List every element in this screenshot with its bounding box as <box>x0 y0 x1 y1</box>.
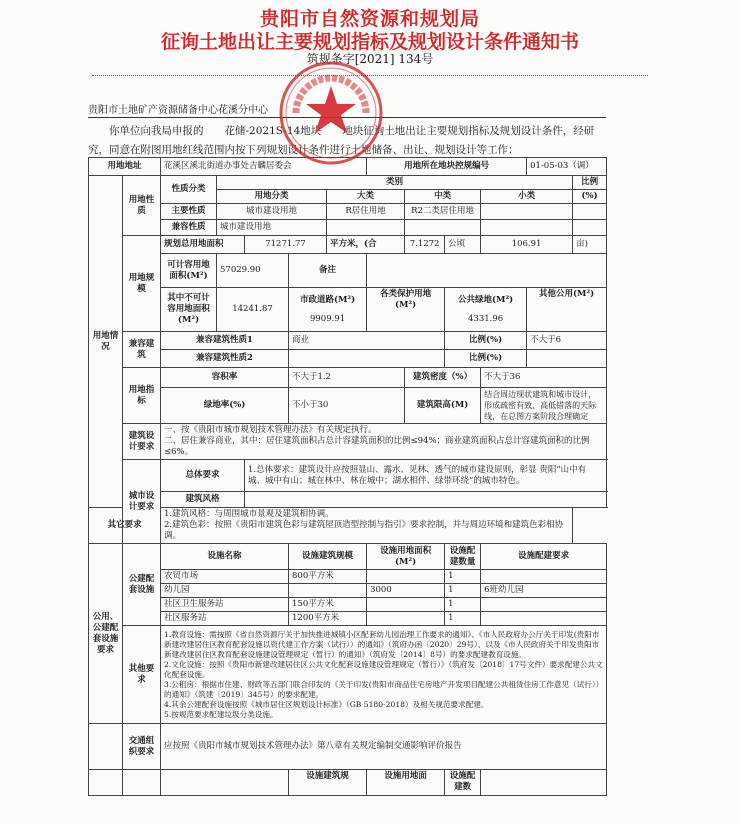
compat-build-2-value <box>289 350 445 368</box>
facility-land <box>367 598 445 612</box>
facility-req: 6班幼儿园 <box>481 584 607 598</box>
traffic-blank <box>89 724 123 770</box>
total-area-value: 71271.77 <box>245 236 327 254</box>
table-row <box>89 584 607 598</box>
public-green-value: 4331.96 <box>468 313 504 324</box>
style-label: 建筑风格 <box>161 492 245 508</box>
land-class-header: 用地分类 <box>217 190 327 204</box>
remark-value <box>367 254 607 288</box>
table-row <box>89 368 607 388</box>
nonfar-area-value: 14241.87 <box>217 288 289 332</box>
official-seal <box>276 58 386 168</box>
main-land-class: 城市建设用地 <box>217 204 327 220</box>
compat-build-1-ratio: 不大于6 <box>527 332 607 350</box>
main-nature-label: 主要性质 <box>161 204 217 220</box>
intro-paragraph: 你单位向我局申报的 花储-2021S-14地块 地块征询土地出让主要规划指标及规划设计条件，经研究，同意在附图用地红线范围内按下列规划设计条件进行土地储备、出让、规划设计等工作： <box>88 125 595 156</box>
table-row <box>89 388 607 424</box>
bottom-land-header: 设施用地面 <box>367 770 445 796</box>
compat-big-class <box>327 220 405 236</box>
compat-build-2-ratio-label: 比例(%) <box>445 350 527 368</box>
table-row <box>89 508 607 544</box>
other-req-label: 其它要求 <box>89 508 161 544</box>
compat-build-2-label: 兼容建筑性质2 <box>161 350 289 368</box>
hectare-label: 公顷 <box>445 236 481 254</box>
table-row <box>89 626 607 724</box>
facility-land <box>367 612 445 626</box>
bottom-blank-3 <box>161 770 289 796</box>
table-row <box>89 570 607 584</box>
far-value: 不大于1.2 <box>289 368 405 388</box>
facility-req <box>481 598 607 612</box>
facility-area-header: 设施建筑规模 <box>289 544 367 570</box>
other-req-text: 1.建筑风格：与周围城市景观及建筑相协调。 2.建筑色彩：按照《贵阳市建筑色彩与建筑屋顶造型控制与指引》要求控制，并与周边环境和建筑色彩相协调。 <box>161 508 573 544</box>
facility-label: 公建配套设施 <box>123 544 161 626</box>
issuing-organization: 贵阳市自然资源和规划局 <box>259 8 480 30</box>
table-row <box>89 204 607 220</box>
main-small-class <box>481 204 573 220</box>
facility-count: 1 <box>445 584 481 598</box>
facility-area: 1200平方米 <box>289 612 367 626</box>
table-row <box>89 236 607 254</box>
bottom-count-header: 设施配建数 <box>445 770 481 796</box>
facility-name: 幼儿园 <box>161 584 289 598</box>
facility-land <box>367 570 445 584</box>
document-number: 筑规条字[2021] 134号 <box>306 52 434 66</box>
table-row <box>89 598 607 612</box>
facility-name: 农贸市场 <box>161 570 289 584</box>
addressee: 贵阳市土地矿产资源储备中心花溪分中心 <box>88 105 268 116</box>
facility-name-header: 设施名称 <box>161 544 289 570</box>
plot-number-value: 01-05-03（调） <box>527 158 607 176</box>
total-area-label: 规划总用地面积 <box>161 236 245 254</box>
compat-land-class: 城市建设用地 <box>217 220 327 236</box>
table-row <box>89 288 607 332</box>
height-limit-label: 建筑限高(M) <box>405 388 481 424</box>
land-nature-label: 用地性质 <box>123 176 161 236</box>
category-label: 类别 <box>217 176 573 190</box>
table-row <box>89 770 607 796</box>
other-public-label: 其他公用(M²) <box>527 288 607 332</box>
compat-build-1-ratio-label: 比例(%) <box>445 332 527 350</box>
table-row <box>89 492 607 508</box>
public-facility-label: 公用、公建配套设施要求 <box>89 544 123 724</box>
table-row <box>89 350 607 368</box>
main-ratio <box>573 204 607 220</box>
table-row <box>89 332 607 350</box>
bottom-blank-1 <box>89 770 123 796</box>
main-mid-class: R2二类居住用地 <box>405 204 481 220</box>
green-cell <box>445 288 527 332</box>
bottom-blank-2 <box>123 770 161 796</box>
density-label: 建筑密度（%） <box>405 368 481 388</box>
land-info-label: 用地情况 <box>89 176 123 508</box>
style-value <box>245 492 607 508</box>
facility-land: 3000 <box>367 584 445 598</box>
public-green-label: 公共绿地(M²) <box>457 294 514 305</box>
table-row <box>89 254 607 288</box>
mu-value: 106.91 <box>481 236 573 254</box>
facility-land-header: 设施用地面积(M²) <box>367 544 445 570</box>
land-address-label: 用地地址 <box>89 158 161 176</box>
facility-name: 社区服务站 <box>161 612 289 626</box>
facility-count: 1 <box>445 598 481 612</box>
facility-area <box>289 584 367 598</box>
big-class-header: 大类 <box>327 190 405 204</box>
height-limit-value: 结合周边现状建筑和城市设计，形成疏密有致、高低错落的天际线，在总图方案阶段合理确定 <box>481 388 607 424</box>
land-address-value: 花溪区溪北街道办事处吉麟居委会 <box>161 158 367 176</box>
table-row <box>89 220 607 236</box>
compat-build-label: 兼容建筑 <box>123 332 161 368</box>
building-req-text: 一、按《贵阳市城市规划技术管理办法》有关规定执行。 二、居住兼容商业，其中：居住建筑面积占总计容建筑面积的比例≤94%；商业建筑面积占总计容建筑面积的比例≤6%。 <box>161 424 607 460</box>
compat-build-1-value: 商业 <box>289 332 445 350</box>
table-row <box>89 724 607 770</box>
building-req-label: 建筑设计要求 <box>123 424 161 460</box>
facility-area: 800平方米 <box>289 570 367 584</box>
traffic-label: 交通组织要求 <box>123 724 161 770</box>
other-req2-text: 1.教育设施：需按照《省自然资源厅关于加快推进城镇小区配套幼儿园治理工作要求的通知》、《市人民政府办公厅关于印发(贵阳市新建改建居住区教育配套设施以资代建工作方案（试行））的通知》（筑府办函〔2020〕29号）、以及《市人民政府关于印发贵阳市新建改建居住区教育配套设施建设管理规定（暂行）的通知》（筑府发〔2014〕8号）的要求配建教育设施。 2.文化设施：按照《贵阳市新建改建居住区公共文化配套设施建设管理规定（暂行）》（筑府发〔2018〕17号文件）要求配建公共文化配套设施。 3.公租房：根据市住建、财政等五部门联合印发的《关于印发(贵阳市商品住宅房地产开发项目配建公共租赁住房工作意见（试行））的通知》（筑建〔2019〕345号）的要求配建。 4.其余公建配套设施按照《城市居住区规划设计标准》（GB 5180-2018）及相关规范要求配建。 5.按规范要求配建垃圾分类设施。 <box>161 626 607 724</box>
compat-ratio <box>573 220 607 236</box>
facility-req <box>481 570 607 584</box>
facility-area: 150平方米 <box>289 598 367 612</box>
facility-name: 社区卫生服务站 <box>161 598 289 612</box>
green-rate-label: 绿地率(%) <box>161 388 289 424</box>
table-row <box>89 544 607 570</box>
table-row <box>89 612 607 626</box>
conditions-table <box>88 157 607 796</box>
small-class-header: 小类 <box>481 190 573 204</box>
traffic-text: 应按照《贵阳市城市规划技术管理办法》第八章有关规定编制交通影响评价报告 <box>161 724 607 770</box>
percent-label: (%) <box>573 190 607 204</box>
density-value: 不大于36 <box>481 368 607 388</box>
table-row <box>89 424 607 460</box>
overall-req-text: 1.总体要求：建筑设计应按照显山、露水、见林、透气的城市建设原则，彰显 贵阳“山中有城、城中有山；城在林中、林在城中；湖水相伴、绿带环绕”的城市特色。 <box>245 460 607 492</box>
city-design-label: 城市设计要求 <box>123 460 161 544</box>
land-scale-label: 用地规模 <box>123 236 161 332</box>
facility-count: 1 <box>445 570 481 584</box>
bottom-area-header: 设施建筑规 <box>289 770 367 796</box>
compat-build-1-label: 兼容建筑性质1 <box>161 332 289 350</box>
far-label: 容积率 <box>161 368 289 388</box>
hectare-value: 7.1272 <box>405 236 445 254</box>
facility-count-header: 设施配建数量 <box>445 544 481 570</box>
mid-class-header: 中类 <box>405 190 481 204</box>
plot-number-label: 用地所在地块控规编号 <box>367 158 527 176</box>
land-index-label: 用地指标 <box>123 368 161 424</box>
compat-build-2-ratio <box>527 350 607 368</box>
nature-class-label: 性质分类 <box>161 176 217 204</box>
remark-label: 备注 <box>289 254 367 288</box>
far-area-value: 57029.90 <box>217 254 289 288</box>
compat-nature-label: 兼容性质 <box>161 220 217 236</box>
facility-count: 1 <box>445 612 481 626</box>
ratio-label: 比例 <box>573 176 607 190</box>
other-req2-label: 其他要求 <box>123 626 161 724</box>
road-cell <box>289 288 367 332</box>
far-area-label: 可计容用地面积(M²) <box>161 254 217 288</box>
mu-label: 亩) <box>573 236 607 254</box>
compat-small-class <box>481 220 573 236</box>
compat-mid-class <box>405 220 481 236</box>
nonfar-area-label: 其中不可计容用地面积(M²) <box>161 288 217 332</box>
table-row <box>89 460 607 492</box>
bottom-blank-4 <box>481 770 607 796</box>
protected-land-label: 各类保护用地(M²) <box>367 288 445 332</box>
main-big-class: R居住用地 <box>327 204 405 220</box>
facility-req-header: 设施配建要求 <box>481 544 607 570</box>
facility-req <box>481 612 607 626</box>
road-value: 9909.91 <box>309 313 346 324</box>
green-rate-value: 不小于30 <box>289 388 405 424</box>
road-label: 市政道路(M²) <box>299 294 356 305</box>
overall-req-label: 总体要求 <box>161 460 245 492</box>
document-title: 征询土地出让主要规划指标及规划设计条件通知书 <box>160 31 579 53</box>
table-row <box>89 176 607 190</box>
sqm-label: 平方米，(合 <box>327 236 405 254</box>
